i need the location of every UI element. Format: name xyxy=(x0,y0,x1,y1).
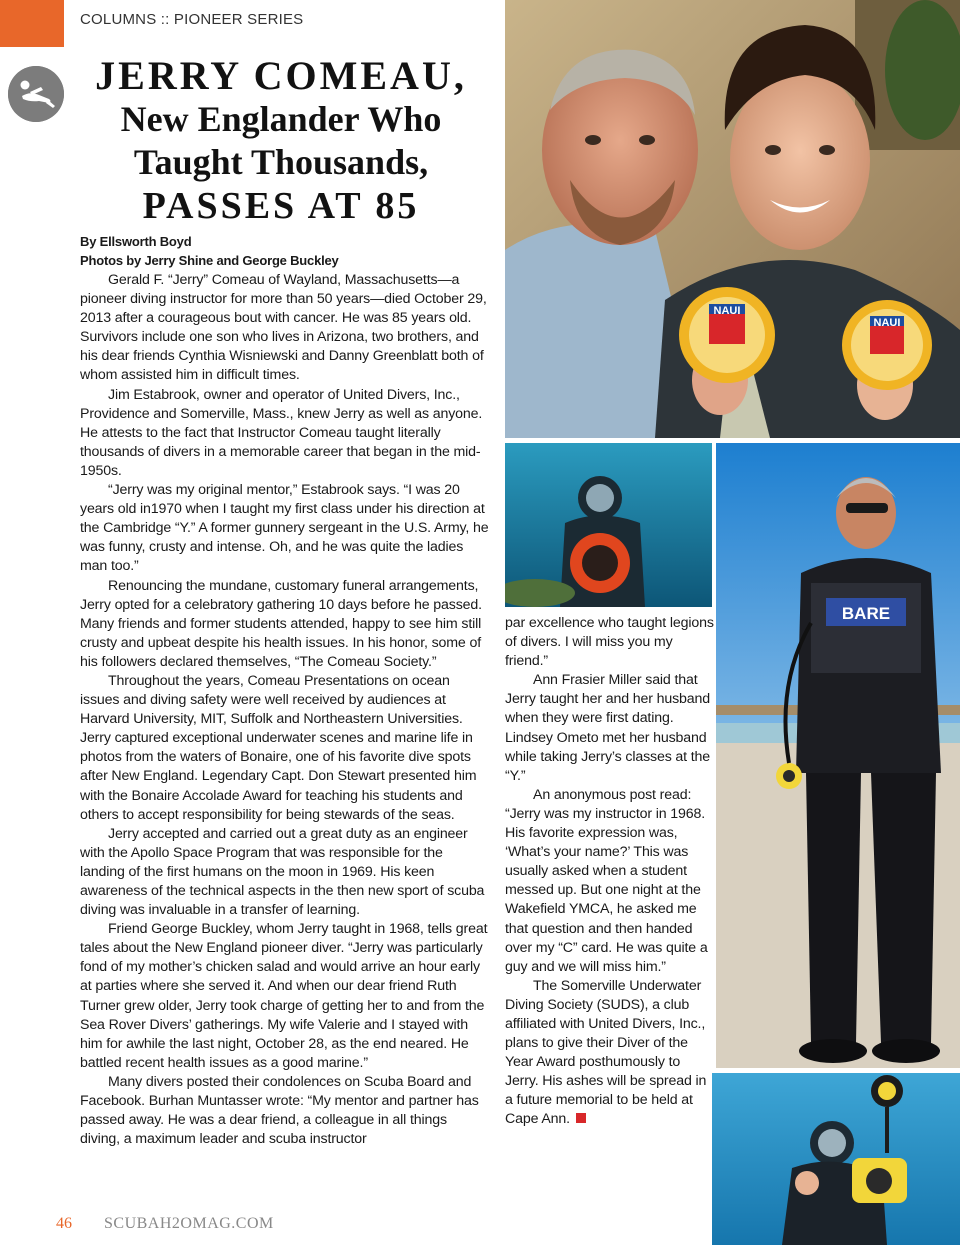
paragraph: Many divers posted their condolences on Scuba Board and Facebook. Burhan Muntasser wrote: “My mentor and partner has passed away. He was a dear friend, a colleague in all things diving, a maximum leader and scuba instructor xyxy=(80,1073,479,1148)
paragraph: “Jerry was my original mentor,” Estabrook says. “I was 20 years old in1970 when I taught my first class under his direction at the Cambridge “Y.” A former gunnery sergeant in the U.S. Army, he was funny, crusty and intense. Oh, and he was quite the ladies man too.” xyxy=(80,482,489,575)
byline-author: By Ellsworth Boyd xyxy=(80,234,192,249)
photo-underwater-diver xyxy=(505,443,712,607)
paragraph: Jerry accepted and carried out a great duty as an engineer with the Apollo Space Program that was responsible for the landing of the first humans on the moon in 1969. His keen awareness of the technical aspects in the then new sport of scuba diving was invaluable in a transfer of learning. xyxy=(80,825,485,919)
article-column-1 xyxy=(80,271,490,1149)
patch-label: NAUI xyxy=(873,317,901,329)
patch-label: NAUI xyxy=(713,305,741,317)
byline-photos: Photos by Jerry Shine and George Buckley xyxy=(80,253,339,268)
paragraph xyxy=(505,977,715,1130)
paragraph: Renouncing the mundane, customary funeral arrangements, Jerry opted for a celebratory gathering 10 days before he passed. Many friends and former students attended, happy to see him still crusty and upbeat despite his health issues. In his honor, some of his followers declared themselves, “The Comeau Society.” xyxy=(80,577,482,670)
paragraph: Jim Estabrook, owner and operator of United Divers, Inc., Providence and Somerville, Mass., knew Jerry as well as anyone. He attests to the fact that Instructor Comeau taught literally thousands of divers in a memorable career that began in the mid-1950s. xyxy=(80,386,483,479)
headline-line-4: PASSES AT 85 xyxy=(142,185,420,227)
paragraph-text: The Somerville Underwater Diving Society (SUDS), a club affiliated with United Divers, Inc., plans to give their Diver of the Year Award posthumously to Jerry. His ashes will be spread in a future memorial to be held at Cape Ann. xyxy=(505,977,707,1128)
headline-line-2: New Englander Who xyxy=(120,99,442,139)
photo-comeau-with-boy xyxy=(505,0,960,438)
article-column-2 xyxy=(505,614,715,1130)
paragraph: Throughout the years, Comeau Presentations on ocean issues and diving safety were well received by audiences at Harvard University, MIT, Suffolk and Northeastern Universities. Jerry captured exceptional underwater scenes and marine life in photos from the waters of Bonaire, one of his favorite dive spots after New England. Legendary Capt. Don Stewart presented him with the Bonaire Accolade Award for teaching his students and others to accept responsibility for being stewards of the seas. xyxy=(80,672,477,823)
paragraph: An anonymous post read: “Jerry was my instructor in 1968. His favorite expression was, ‘What’s your name?’ This was usually asked when a student messed up. But one night at the Wakefield YMCA, he asked me that question and then handed over my “C” card. He was quite a guy and we will miss him.” xyxy=(505,786,708,975)
section-color-tab xyxy=(0,0,64,47)
article-headline xyxy=(72,54,490,228)
paragraph: Gerald F. “Jerry” Comeau of Wayland, Massachusetts—a pioneer diving instructor for more than 50 years—died October 29, 2013 after a courageous bout with cancer. He was 85 years old. Survivors include one son who lives in Arizona, two brothers, and his dear friends Cynthia Wisniewski and Danny Greenblatt both of whom assisted him in difficult times. xyxy=(80,272,487,384)
photo-diver-on-beach xyxy=(716,443,960,1068)
paragraph: Friend George Buckley, whom Jerry taught in 1968, tells great tales about the New England pioneer diver. “Jerry was particularly fond of my mother’s chicken salad and would arrive an hour early at parties where she served it. And when our dear friend Ruth Turner grew older, Jerry took charge of getting her to and from the Sea Rover Divers’ gatherings. My wife Valerie and I stayed with him for awhile the last night, October 28, as the end neared. He battled recent health issues as a good marine.” xyxy=(80,921,488,1071)
vest-label: BARE xyxy=(841,604,891,623)
diver-logo-icon xyxy=(8,66,64,122)
photo-diver-with-camera xyxy=(712,1073,960,1245)
headline-line-3: Taught Thousands, xyxy=(133,142,429,182)
paragraph: Ann Frasier Miller said that Jerry taught her and her husband when they were first dating. Lindsey Ometo met her husband while taking Jerry’s classes at the “Y.” xyxy=(505,672,711,784)
page-number: 46 xyxy=(56,1215,72,1232)
end-of-article-mark xyxy=(576,1113,586,1123)
footer-site: SCUBAH2OMAG.COM xyxy=(104,1215,274,1232)
paragraph-continued: par excellence who taught legions of divers. I will miss you my friend.” xyxy=(505,615,714,670)
headline-line-1: JERRY COMEAU, xyxy=(95,53,467,98)
section-label: COLUMNS :: PIONEER SERIES xyxy=(80,11,304,28)
